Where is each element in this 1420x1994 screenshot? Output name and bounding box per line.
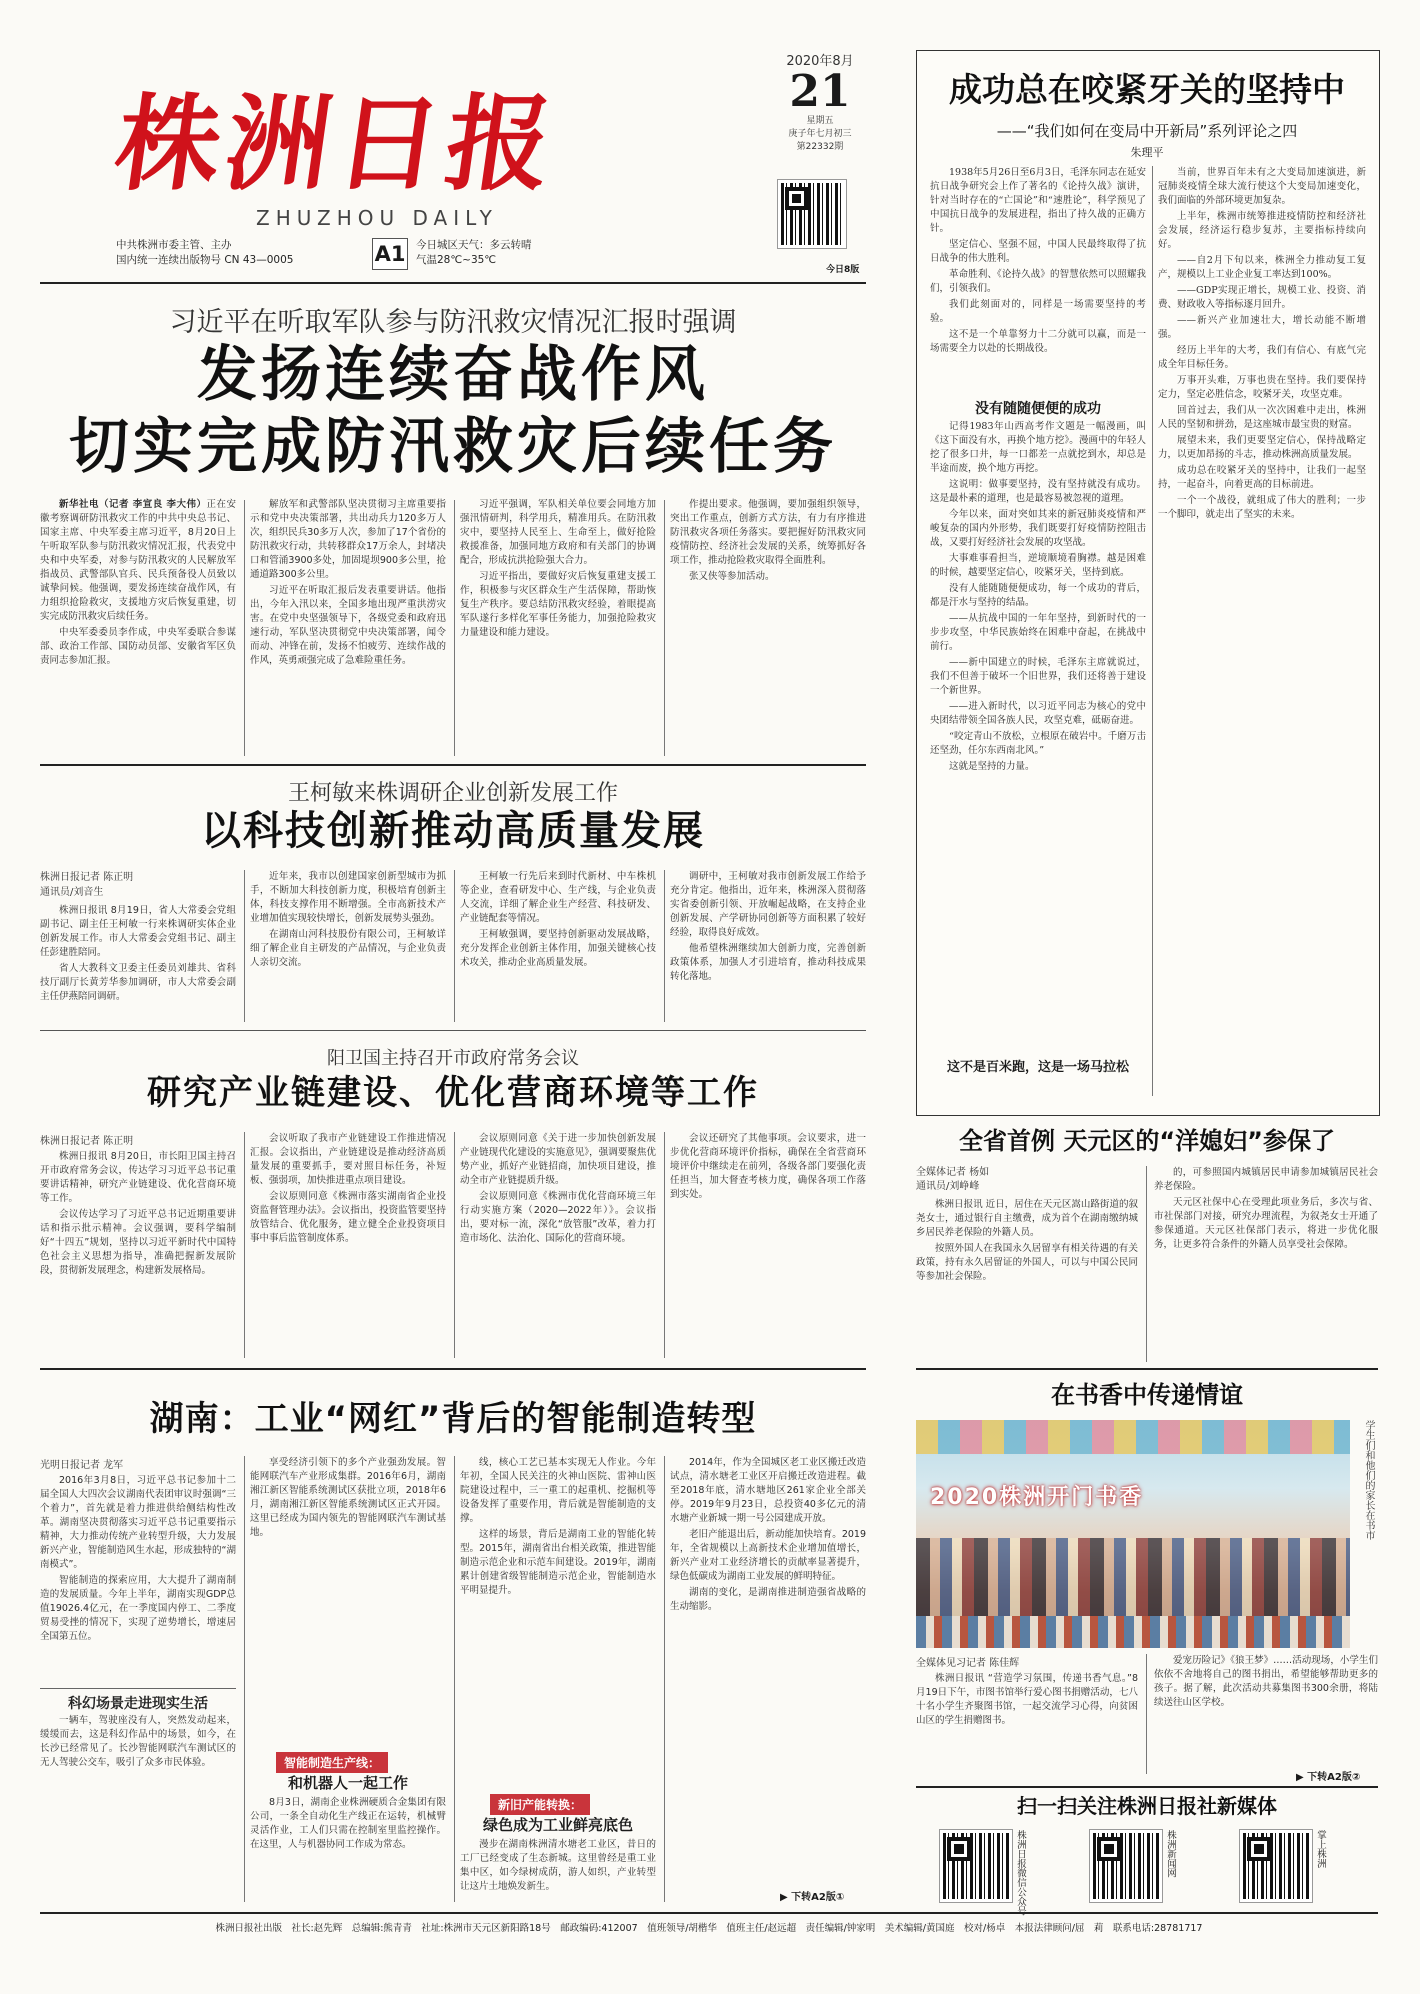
story3-column-2 (250, 1132, 446, 1360)
story2-col1b-text: 省人大教科文卫委主任委员刘雄共、省科技厅副厅长黄芳华参加调研，市人大常委会副主任伊燕陪同调研。 (40, 963, 236, 1002)
story4-byline: 光明日报记者 龙军 (40, 1460, 124, 1471)
commentary-p8: 今年以来，面对突如其来的新冠肺炎疫情和严峻复杂的国内外形势，我们既要打好疫情防控阻击战，又要打好经济社会发展的攻坚战。 (930, 509, 1146, 548)
story1-column-1 (40, 498, 236, 756)
story4-box2-label: 智能制造生产线： (276, 1752, 388, 1773)
photo-story-col2-text: 爱宠历险记》《狼王梦》……活动现场，小学生们依依不舍地将自己的图书捐出，希望能够帮助更多的孩子。据了解，此次活动共募集图书300余册，将陆续送往山区学校。 (1154, 1655, 1378, 1708)
story3-bottom-rule (40, 1368, 866, 1370)
story4-box3-text (460, 1838, 656, 1902)
story2-column-2 (250, 870, 446, 1024)
weekday: 星期五 (806, 116, 834, 126)
commentary-c2-p8: 回首过去，我们从一次次困难中走出，株洲人民的坚韧和拼劲，是这座城市最宝贵的财富。 (1158, 405, 1366, 430)
story1-column-4 (670, 498, 866, 756)
story3-kicker: 阳卫国主持召开市政府常务会议 (327, 1048, 579, 1069)
commentary-subhead-2: 这不是百米跑，这是一场马拉松 (946, 1060, 1129, 1075)
story2-column-3 (460, 870, 656, 1024)
story4-box1-paragraph: 一辆车，驾驶座没有人，突然发动起来，缓缓而去，这是科幻作品中的场景，如今，在长沙已经常见了。长沙智能网联汽车测试区的无人驾驶公交车，吸引了众多市民体验。 (40, 1715, 236, 1768)
story1-col1b-text: 中央军委委员李作成，中央军委联合参谋部、政治工作部、国防动员部、安徽省军区负责同志参加汇报。 (40, 627, 236, 666)
story4-col4-text: 2014年，作为全国城区老工业区搬迁改造试点，清水塘老工业区开启搬迁改造进程。截至2018年底，清水塘地区261家企业全部关停。2019年9月23日，总投资40多亿元的清水塘产业新城一期一号公园建成开放。 (670, 1457, 866, 1524)
footer-rule (40, 1912, 1378, 1914)
issue-number: 第22332期 (796, 142, 844, 152)
commentary-c2-p6: 经历上半年的大考，我们有信心、有底气完成全年目标任务。 (1158, 345, 1366, 370)
photo-banner-text: 2020株洲开门书香 (930, 1485, 1144, 1510)
story5-byline-2: 通讯员/刘峥峰 (916, 1181, 980, 1192)
story4-col-divider-3 (664, 1456, 665, 1902)
story4-box3-paragraph: 漫步在湖南株洲清水塘老工业区，昔日的工厂已经变成了生态新城。这里曾经是重工业集中区，如今绿树成荫，游人如织，产业转型让这片土地焕发新生。 (460, 1839, 656, 1892)
story2-col4-text: 调研中，王柯敏对我市创新发展工作给予充分肯定。他指出，近年来，株洲深入贯彻落实省委创新引领、开放崛起战略，在支持企业创新发展、产学研协同创新等方面积累了较好经验，取得良好成效。 (670, 871, 866, 938)
story1-col3-text: 习近平强调，军队相关单位要会同地方加强汛情研判，科学用兵，精准用兵。在防汛救灾中，要坚持人民至上、生命至上，做好抢险救援准备，加强同地方政府和有关部门的协调配合，形成抗洪抢险强大合力。 (460, 499, 656, 566)
photo-story-page-ref[interactable]: 下转A2版② (1307, 1772, 1361, 1783)
commentary-p5: 这不是一个单靠努力十二分就可以赢，而是一场需要全力以赴的长期战役。 (930, 329, 1146, 354)
story1-col-divider-2 (454, 500, 455, 756)
wechat-qr-code-icon[interactable] (940, 1830, 1012, 1902)
photo-story-column-2 (1154, 1654, 1378, 1766)
story4-box2-title: 和机器人一起工作 (287, 1774, 408, 1792)
story5-column-1 (916, 1198, 1138, 1364)
commentary-column-1-top (930, 166, 1146, 392)
commentary-c2-p7: 万事开头难，万事也贵在坚持。我们要保持定力，坚定必胜信念，咬紧牙关，攻坚克难。 (1158, 375, 1366, 400)
story2-bottom-rule (40, 1030, 866, 1031)
story4-column-4 (670, 1456, 866, 1884)
commentary-p12: ——新中国建立的时候，毛泽东主席就说过，我们不但善于破坏一个旧世界，我们还将善于建设一个新世界。 (930, 657, 1146, 696)
commentary-p7: 这说明：做事要坚持，没有坚持就没有成功。这是最朴素的道理，也是最容易被忽视的道理。 (930, 479, 1146, 504)
story5-bottom-rule (916, 1368, 1378, 1370)
commentary-p6: 记得1983年山西高考作文题是一幅漫画，叫《这下面没有水，再换个地方挖》。漫画中的年轻人挖了很多口井，每一口都差一点就挖到水，却总是半途而废，换个地方再挖。 (930, 421, 1146, 474)
story1-headline-line1[interactable]: 发扬连续奋战作风 (197, 340, 709, 410)
commentary-col-divider (1152, 166, 1153, 1096)
commentary-column-2 (1158, 166, 1366, 1096)
story5-byline-1: 全媒体记者 杨如 (916, 1167, 990, 1178)
story3-col1b-text: 会议传达学习了习近平总书记近期重要讲话和指示批示精神。会议强调，要科学编制好“十四五”规划，坚持以习近平新时代中国特色社会主义思想为指导，准确把握新发展阶段，贯彻新发展理念，构建新发展格局。 (40, 1209, 236, 1276)
commentary-p3: 革命胜利、《论持久战》的智慧依然可以照耀我们，引领我们。 (930, 269, 1146, 294)
story2-col1-text: 株洲日报讯 8月19日，省人大常委会党组副书记、副主任王柯敏一行来株调研实体企业创新发展工作。市人大常委会党组书记、副主任彭建胜陪同。 (40, 905, 236, 958)
commentary-p9: 大事难事看担当，逆境顺境看胸襟。越是困难的时候，越要坚定信心，咬紧牙关，坚持到底。 (930, 553, 1146, 578)
story5-col-divider (1146, 1166, 1147, 1362)
story3-byline: 株洲日报记者 陈正明 (40, 1136, 134, 1147)
story1-byline: 新华社电（记者 李宣良 李大伟） (59, 499, 207, 510)
story4-continued-link[interactable]: ▶ 下转A2版① (780, 1892, 845, 1903)
photo-story-byline: 全媒体见习记者 陈佳辉 (916, 1658, 1020, 1669)
commentary-p13: ——进入新时代，以习近平同志为核心的党中央团结带领全国各族人民，攻坚克难，砥砺奋进。 (930, 701, 1146, 726)
commentary-author: 朱理平 (1130, 146, 1164, 159)
photo-story-column-1 (916, 1672, 1138, 1780)
story3-col-divider-2 (454, 1132, 455, 1358)
commentary-c2-p5: ——新兴产业加速壮大，增长动能不断增强。 (1158, 315, 1366, 340)
story3-col2b-text: 会议原则同意《株洲市落实湖南省企业投资监督管理办法》。会议指出，投资监管要坚持放管结合、优化服务，建立健全企业投资项目事中事后监管制度体系。 (250, 1191, 446, 1244)
social-title: 扫一扫关注株洲日报社新媒体 (1017, 1794, 1277, 1818)
commentary-p14: “咬定青山不放松，立根原在破岩中。千磨万击还坚劲，任尔东西南北风。” (930, 731, 1146, 756)
story2-col3-text: 王柯敏一行先后来到时代新材、中车株机等企业，查看研发中心、生产线，与企业负责人交流，详细了解企业生产经营、科技研发、产业链配套等情况。 (460, 871, 656, 924)
commentary-p2: 坚定信心、坚强不屈，中国人民最终取得了抗日战争的伟大胜利。 (930, 239, 1146, 264)
story2-byline-1: 株洲日报记者 陈正明 (40, 872, 134, 883)
social-top-rule (916, 1786, 1378, 1788)
story1-col4-text: 作提出要求。他强调，要加强组织领导，突出工作重点，创新方式方法，有力有序推进防汛救灾各项任务落实。要把握好防汛救灾同疫情防控、经济社会发展的关系，统筹抓好各项工作，推动抢险救灾取得全面胜利。 (670, 499, 866, 566)
story4-col3-text: 线，核心工艺已基本实现无人作业。今年年初，全国人民关注的火神山医院、雷神山医院建设过程中，三一重工的起重机、挖掘机等设备发挥了重要作用，背后就是智能制造的支撑。 (460, 1457, 656, 1524)
story4-box1-header (40, 1688, 236, 1713)
bunting-decoration-icon (916, 1420, 1350, 1454)
story2-column-1 (40, 904, 236, 1024)
books-on-tables (916, 1616, 1350, 1648)
story4-col1b-text: 智能制造的探索应用，大大提升了湖南制造的发展质量。今年上半年，湖南实现GDP总值19026.4亿元，在一季度国内停工、二季度贸易受挫的情况下，实现了逆势增长，增速居全国第五位。 (40, 1575, 236, 1642)
commentary-c2-p4: ——GDP实现正增长，规模工业、投资、消费、财政收入等指标逐月回升。 (1158, 285, 1366, 310)
story5-headline[interactable]: 全省首例 天元区的“洋媳妇”参保了 (959, 1127, 1335, 1155)
social-label-3: 掌上株洲 (1315, 1830, 1326, 1868)
mobile-app-qr-code-icon[interactable] (1240, 1830, 1312, 1902)
story4-box2-text (250, 1796, 446, 1902)
story1-column-2 (250, 498, 446, 756)
weather: 今日城区天气：多云转晴 (416, 239, 532, 251)
commentary-subhead-1: 没有随随便便的成功 (975, 401, 1101, 417)
story3-col3b-text: 会议原则同意《株洲市优化营商环境三年行动实施方案（2020—2022年）》。会议指出，要对标一流，深化“放管服”改革，着力打造市场化、法治化、国际化的营商环境。 (460, 1191, 656, 1244)
story4-col4b-text: 老旧产能退出后，新动能加快培育。2019年，全省规模以上高新技术企业增加值增长，新兴产业对工业经济增长的贡献率显著提升，绿色低碳成为湖南工业发展的鲜明特征。 (670, 1529, 866, 1582)
story3-column-1 (40, 1150, 236, 1360)
commentary-c2-p10: 成功总在咬紧牙关的坚持中，让我们一起坚持，一起奋斗，向着更高的目标前进。 (1158, 465, 1366, 490)
story4-col-divider-2 (454, 1456, 455, 1902)
social-label-1: 株洲日报微信公众号 (1015, 1830, 1026, 1916)
year-month: 2020年8月 (786, 54, 854, 69)
story3-column-4 (670, 1132, 866, 1360)
page-count: 今日8版 (826, 265, 860, 275)
page-number-box: A1 (372, 238, 408, 270)
story2-column-4 (670, 870, 866, 1024)
book-fair-photo[interactable] (916, 1420, 1350, 1648)
lunar-date: 庚子年七月初三 (788, 129, 852, 139)
story2-headline[interactable]: 以科技创新推动高质量发展 (201, 807, 705, 854)
story2-col4b-text: 他希望株洲继续加大创新力度，完善创新政策体系，加强人才引进培育，推动科技成果转化落地。 (670, 943, 866, 982)
commentary-c2-p3: ——自2月下旬以来，株洲全力推动复工复产，规模以上工业企业复工率达到100%。 (1158, 255, 1366, 280)
story5-col1-text: 株洲日报讯 近日，居住在天元区嵩山路街道的叙尧女士，通过银行自主缴费，成为首个在湖南缴纳城乡居民养老保险的外籍人员。 (916, 1199, 1138, 1238)
commentary-p15: 这就是坚持的力量。 (949, 761, 1035, 772)
story4-box1-text (40, 1714, 236, 1902)
story4-col4c-text: 湖南的变化，是湖南推进制造强省战略的生动缩影。 (670, 1587, 866, 1612)
story3-col1-text: 株洲日报讯 8月20日，市长阳卫国主持召开市政府常务会议，传达学习习近平总书记重要讲话精神，研究产业链建设、优化营商环境等工作。 (40, 1151, 236, 1204)
story4-page-ref[interactable]: 下转A2版① (791, 1892, 845, 1903)
story4-column-3 (460, 1456, 656, 1788)
story3-col3-text: 会议原则同意《关于进一步加快创新发展产业链现代化建设的实施意见》，强调要聚焦优势产业，抓好产业链招商，加快项目建设，推动全市产业链提质升级。 (460, 1133, 656, 1186)
story2-col2b-text: 在湖南山河科技股份有限公司，王柯敏详细了解企业自主研发的产品情况，与企业负责人亲切交流。 (250, 929, 446, 968)
story4-headline[interactable]: 湖南：工业“网红”背后的智能制造转型 (149, 1399, 757, 1439)
newspaper-logo-en: ZHUZHOU DAILY (256, 206, 498, 230)
commentary-c2-p1: 当前，世界百年未有之大变局加速演进，新冠肺炎疫情全球大流行使这个大变局加速变化，我们面临的外部环境更加复杂。 (1158, 167, 1366, 206)
publisher: 中共株洲市委主管、主办 (116, 239, 232, 251)
photo-story-col-divider (1146, 1654, 1147, 1774)
story5-bylines (916, 1166, 989, 1194)
commentary-c2-p9: 展望未来，我们更要坚定信心，保持战略定力，以更加昂扬的斗志，推动株洲高质量发展。 (1158, 435, 1366, 460)
date-block (760, 50, 880, 154)
story1-col-divider-3 (664, 500, 665, 756)
story2-col-divider-2 (454, 870, 455, 1022)
publisher-info (116, 238, 293, 268)
story2-col3b-text: 王柯敏强调，要坚持创新驱动发展战略，充分发挥企业创新主体作用，加强关键核心技术攻关，推动企业高质量发展。 (460, 929, 656, 968)
commentary-p10: 没有人能随随便便成功，每一个成功的背后，都是汗水与坚持的结晶。 (930, 583, 1146, 608)
story1-col4b-text: 张又侠等参加活动。 (689, 571, 775, 582)
photo-story-continued-link[interactable]: ▶ 下转A2版② (1296, 1772, 1361, 1783)
weather-info (416, 238, 532, 268)
cn-number: 国内统一连续出版物号 CN 43—0005 (116, 254, 294, 266)
story1-headline-line2[interactable]: 切实完成防汛救灾后续任务 (69, 412, 837, 482)
story1-col1-text: 正在安徽考察调研防汛救灾工作的中共中央总书记、国家主席、中央军委主席习近平，8月20日上午听取军队参与防汛救灾情况汇报，代表党中央和中央军委，对参与防汛救灾的人民解放军指战员、武警部队官兵、民兵预备役人员致以诚挚问候。他强调，要发扬连续奋战作风，有力组织抢险救灾，支援地方灾后恢复重建，切实完成防汛救灾后续任务。 (40, 499, 236, 622)
story3-col-divider-1 (244, 1132, 245, 1358)
commentary-c2-p11: 一个一个战役，就组成了伟大的胜利；一步一个脚印，就走出了坚实的未来。 (1158, 495, 1366, 520)
story2-kicker: 王柯敏来株调研企业创新发展工作 (287, 781, 618, 806)
story4-box2-paragraph: 8月3日，湖南企业株洲硬质合金集团有限公司，一条全自动化生产线正在运转，机械臂灵活作业，工人们只需在控制室里监控操作。在这里，人与机器协同工作成为常态。 (250, 1797, 446, 1850)
story1-kicker: 习近平在听取军队参与防汛救灾情况汇报时强调 (169, 307, 737, 338)
newspaper-logo: 株洲日报 (108, 82, 566, 205)
story4-col1-text: 2016年3月8日，习近平总书记参加十二届全国人大四次会议湖南代表团审议时强调“三个着力”，首先就是着力推进供给侧结构性改革。湖南坚决贯彻落实习近平总书记重要指示精神，大力推动传统产业转型升级，大力发展新兴产业，智能制造风生水起，形成独特的“湖南模式”。 (40, 1475, 236, 1570)
story4-col2-text: 享受经济引领下的多个产业强劲发展。智能网联汽车产业形成集群。2016年6月，湖南湘江新区智能系统测试区获批立项，2018年6月，湖南湘江新区智能系统测试区正式开园。这里已经成为国内领先的智能网联汽车测试基地。 (250, 1457, 446, 1538)
temperature: 气温28℃~35℃ (416, 254, 497, 266)
story1-col2-text: 解放军和武警部队坚决贯彻习主席重要指示和党中央决策部署，共出动兵力120多万人次，组织民兵30多万人次，参加了17个省份的防汛救灾行动，共转移群众17万余人，封堵决口和管涌3900多处，加固堤坝900多公里，抢通道路300多公里。 (250, 499, 446, 580)
social-label-2: 株洲新闻网 (1165, 1830, 1176, 1878)
story1-col-divider-1 (244, 500, 245, 756)
masthead-divider (40, 282, 866, 284)
commentary-headline[interactable]: 成功总在咬紧牙关的坚持中 (949, 70, 1345, 109)
story4-col3b-text: 这样的场景，背后是湖南工业的智能化转型。2015年，湖南省出台相关政策，推进智能制造示范企业和示范车间建设。2019年，湖南累计创建省级智能制造示范企业，智能制造水平明显提升。 (460, 1529, 656, 1596)
commentary-column-1-bottom (930, 420, 1146, 1048)
story2-col-divider-1 (244, 870, 245, 1022)
commentary-p4: 我们此刻面对的，同样是一场需要坚持的考验。 (930, 299, 1146, 324)
commentary-c2-p2: 上半年，株洲市统筹推进疫情防控和经济社会发展，经济运行稳步复苏，主要指标持续向好。 (1158, 211, 1366, 250)
story3-col-divider-3 (664, 1132, 665, 1358)
news-site-qr-code-icon[interactable] (1090, 1830, 1162, 1902)
story3-column-3 (460, 1132, 656, 1360)
story4-box1-label: 科幻场景走进现实生活 (68, 1696, 208, 1712)
story5-col2-text: 的，可参照国内城镇居民申请参加城镇居民社会养老保险。 (1154, 1167, 1378, 1192)
story4-box3-label: 新旧产能转换： (490, 1794, 590, 1815)
story4-column-2 (250, 1456, 446, 1744)
commentary-p11: ——从抗战中国的一年年坚持，到新时代的一步步攻坚，中华民族始终在困难中奋起，在挑战中前行。 (930, 613, 1146, 652)
story1-column-3 (460, 498, 656, 756)
story5-col2b-text: 天元区社保中心在受理此项业务后，多次与省、市社保部门对接，研究办理流程，为叙尧女士开通了参保通道。天元区社保部门表示，将进一步优化服务，让更多符合条件的外籍人员享受社会保障。 (1154, 1197, 1378, 1250)
story3-headline[interactable]: 研究产业链建设、优化营商环境等工作 (147, 1073, 759, 1113)
commentary-p1: 1938年5月26日至6月3日，毛泽东同志在延安抗日战争研究会上作了著名的《论持久战》演讲，针对当时存在的“亡国论”和“速胜论”，科学预见了中国抗日战争的发展进程，指出了持久战的正确方针。 (930, 167, 1146, 234)
story1-bottom-rule (40, 764, 866, 766)
story4-box3-title: 绿色成为工业鲜亮底色 (482, 1816, 633, 1834)
story1-col2b-text: 习近平在听取汇报后发表重要讲话。他指出，今年入汛以来，全国多地出现严重洪涝灾害。在党中央坚强领导下，各级党委和政府迅速行动，军队坚决贯彻党中央决策部署，闻令而动、冲锋在前，发扬不怕疲劳、连续作战的作风，英勇顽强完成了急难险重任务。 (250, 585, 446, 666)
story5-column-2 (1154, 1166, 1378, 1362)
photo-story-col1-text: 株洲日报讯 “营造学习氛围，传递书香气息。”8月19日下午，市图书馆举行爱心图书捐赠活动，七八十名小学生齐聚图书馆，一起交流学习心得，向贫困山区的学生捐赠图书。 (916, 1673, 1138, 1726)
story5-col1b-text: 按照外国人在我国永久居留享有相关待遇的有关政策，持有永久居留证的外国人，可以与中国公民同等参加社会保险。 (916, 1243, 1138, 1282)
photo-story-title[interactable]: 在书香中传递情谊 (1051, 1381, 1243, 1409)
story4-column-1 (40, 1474, 236, 1682)
story3-col2-text: 会议听取了我市产业链建设工作推进情况汇报。会议指出，产业链建设是推动经济高质量发展的重要抓手，要对照目标任务，补短板、强弱项，加快推进重点项目建设。 (250, 1133, 446, 1186)
story2-col-divider-3 (664, 870, 665, 1022)
story2-byline-2: 通讯员/刘音生 (40, 887, 104, 898)
story4-col-divider-1 (244, 1456, 245, 1902)
masthead-qr-code-icon[interactable] (778, 180, 846, 248)
day-number: 21 (789, 66, 851, 117)
story3-col4-text: 会议还研究了其他事项。会议要求，进一步优化营商环境评价指标，确保在全省营商环境评价中继续走在前列，各级各部门要强化责任担当，加大督查考核力度，确保各项工作落到实处。 (670, 1133, 866, 1200)
photo-caption: 学生们和他们的家长在书市 (1363, 1420, 1374, 1540)
commentary-subtitle: ——“我们如何在变局中开新局”系列评论之四 (996, 122, 1298, 140)
story1-col3b-text: 习近平指出，要做好灾后恢复重建支援工作，积极参与灾区群众生产生活保障，帮助恢复生产秩序。要总结防汛救灾经验，着眼提高军队遂行多样化军事任务能力，加强抢险救灾力量建设和能力建设。 (460, 571, 656, 638)
footer-info: 株洲日报社出版 社长:赵先辉 总编辑:熊青青 社址:株洲市天元区新阳路18号 邮政编码:412007 值班领导/胡楷华 值班主任/赵远超 责任编辑/钟家明 美术编辑/黄国庭 校对/杨卓 本报法律顾问/屈 莉 联系电话:28781717 (215, 1923, 1203, 1934)
story2-bylines (40, 870, 133, 900)
story2-col2-text: 近年来，我市以创建国家创新型城市为抓手，不断加大科技创新力度，积极培育创新主体，科技支撑作用不断增强。全市高新技术产业增加值实现较快增长，创新发展势头强劲。 (250, 871, 446, 924)
